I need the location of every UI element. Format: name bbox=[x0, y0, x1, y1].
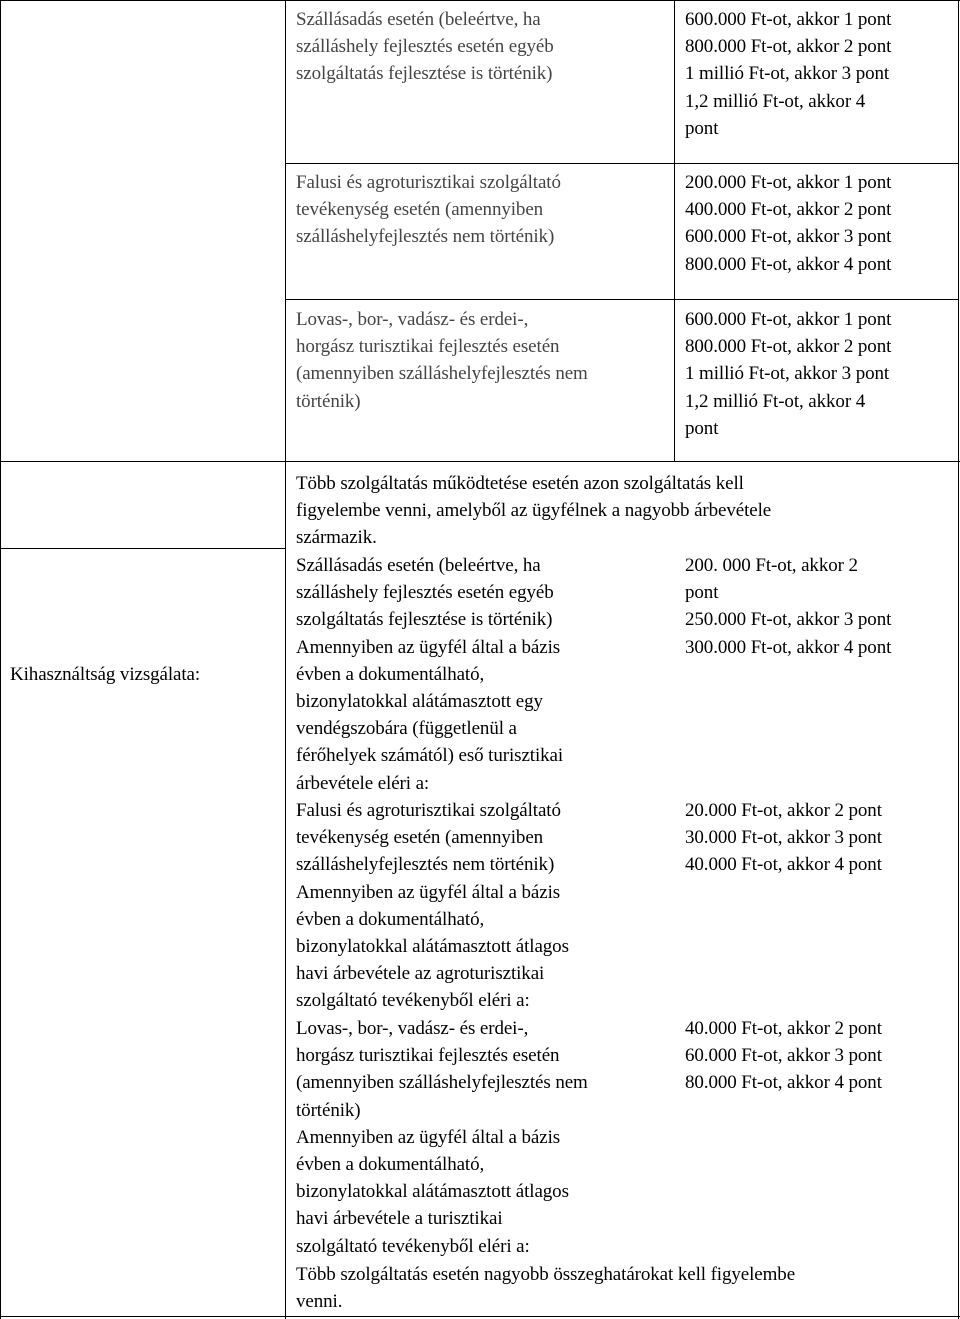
table-border-bottom bbox=[0, 1316, 960, 1317]
text-line: szolgáltatás fejlesztése is történik) bbox=[296, 609, 553, 631]
text-line: pont bbox=[685, 582, 719, 604]
text-line: Szállásadás esetén (beleértve, ha bbox=[296, 9, 541, 30]
text-line: szálláshely fejlesztés esetén egyéb bbox=[296, 36, 554, 58]
text-line: Amennyiben az ügyfél által a bázis bbox=[296, 1126, 561, 1148]
text-line: 40.000 Ft-ot, akkor 2 pont bbox=[685, 1018, 882, 1039]
utilization-footer bbox=[296, 1261, 795, 1315]
utilization-label bbox=[10, 661, 200, 688]
utilization-accommodation-points bbox=[685, 552, 891, 661]
text-line: 20.000 Ft-ot, akkor 2 pont bbox=[685, 800, 882, 821]
text-line: bizonylatokkal alátámasztott átlagos bbox=[296, 936, 569, 958]
text-line: 250.000 Ft-ot, akkor 3 pont bbox=[685, 609, 892, 631]
table-border-left bbox=[0, 0, 1, 1319]
table-border-right bbox=[958, 0, 959, 1319]
text-line: szálláshely fejlesztés esetén egyéb bbox=[296, 582, 554, 604]
text-line: szolgáltató tevékenyből eléri a: bbox=[296, 990, 530, 1012]
text-line: 60.000 Ft-ot, akkor 3 pont bbox=[685, 1045, 882, 1067]
text-line: bizonylatokkal alátámasztott átlagos bbox=[296, 1181, 569, 1203]
text-line: Kihasználtság vizsgálata: bbox=[10, 664, 201, 685]
text-line: történik) bbox=[296, 1099, 361, 1121]
text-line: szolgáltató tevékenyből eléri a: bbox=[296, 1235, 530, 1257]
text-line: szálláshelyfejlesztés nem történik) bbox=[296, 854, 555, 876]
label-cell-top-rule bbox=[0, 548, 286, 549]
category-equestrian-wine-hunting bbox=[296, 306, 588, 415]
utilization-intro bbox=[296, 470, 771, 552]
text-line: figyelembe venni, amelyből az ügyfélnek a nagyobb árbevétele bbox=[296, 500, 772, 522]
text-line: 200.000 Ft-ot, akkor 1 pont bbox=[685, 172, 892, 193]
text-line: 200. 000 Ft-ot, akkor 2 bbox=[685, 555, 858, 576]
text-line: horgász turisztikai fejlesztés esetén bbox=[296, 1045, 560, 1067]
table-border-top bbox=[0, 0, 960, 1]
text-line: horgász turisztikai fejlesztés esetén bbox=[296, 336, 560, 358]
text-line: bizonylatokkal alátámasztott egy bbox=[296, 691, 543, 713]
text-line: 600.000 Ft-ot, akkor 3 pont bbox=[685, 226, 892, 248]
text-line: származik. bbox=[296, 527, 377, 549]
points-equestrian-wine-hunting bbox=[685, 306, 891, 442]
row-divider-1 bbox=[285, 163, 959, 164]
text-line: (amennyiben szálláshelyfejlesztés nem bbox=[296, 1072, 588, 1094]
text-line: 40.000 Ft-ot, akkor 4 pont bbox=[685, 854, 882, 876]
points-accommodation bbox=[685, 6, 891, 142]
text-line: 1,2 millió Ft-ot, akkor 4 bbox=[685, 90, 866, 112]
text-line: 30.000 Ft-ot, akkor 3 pont bbox=[685, 827, 882, 849]
text-line: Szállásadás esetén (beleértve, ha bbox=[296, 555, 541, 576]
text-line: Több szolgáltatás működtetése esetén azon szolgáltatás kell bbox=[296, 473, 744, 494]
text-line: havi árbevétele a turisztikai bbox=[296, 1208, 503, 1230]
text-line: 800.000 Ft-ot, akkor 4 pont bbox=[685, 253, 892, 275]
text-line: évben a dokumentálható, bbox=[296, 663, 485, 685]
text-line: 800.000 Ft-ot, akkor 2 pont bbox=[685, 336, 892, 358]
utilization-rural-text bbox=[296, 797, 569, 1015]
text-line: (amennyiben szálláshelyfejlesztés nem bbox=[296, 363, 588, 385]
text-line: évben a dokumentálható, bbox=[296, 908, 485, 930]
row-divider-2 bbox=[285, 299, 959, 300]
text-line: történik) bbox=[296, 390, 361, 412]
text-line: venni. bbox=[296, 1291, 343, 1313]
category-accommodation bbox=[296, 6, 554, 88]
text-line: Lovas-, bor-, vadász- és erdei-, bbox=[296, 1018, 529, 1039]
utilization-equestrian-points bbox=[685, 1015, 882, 1097]
text-line: Falusi és agroturisztikai szolgáltató bbox=[296, 172, 561, 193]
text-line: szálláshelyfejlesztés nem történik) bbox=[296, 226, 555, 248]
text-line: férőhelyek számától) eső turisztikai bbox=[296, 745, 564, 767]
text-line: 1,2 millió Ft-ot, akkor 4 bbox=[685, 390, 866, 412]
text-line: Amennyiben az ügyfél által a bázis bbox=[296, 881, 561, 903]
utilization-rural-points bbox=[685, 797, 882, 879]
text-line: Lovas-, bor-, vadász- és erdei-, bbox=[296, 309, 529, 330]
text-line: pont bbox=[685, 417, 719, 439]
category-rural-agrotourism bbox=[296, 169, 561, 251]
text-line: 600.000 Ft-ot, akkor 1 pont bbox=[685, 9, 892, 30]
text-line: 400.000 Ft-ot, akkor 2 pont bbox=[685, 199, 892, 221]
text-line: évben a dokumentálható, bbox=[296, 1154, 485, 1176]
utilization-accommodation-text bbox=[296, 552, 563, 797]
text-line: vendégszobára (függetlenül a bbox=[296, 718, 517, 740]
utilization-equestrian-text bbox=[296, 1015, 588, 1260]
text-line: Több szolgáltatás esetén nagyobb összeghatárokat kell figyelembe bbox=[296, 1264, 796, 1285]
text-line: 800.000 Ft-ot, akkor 2 pont bbox=[685, 36, 892, 58]
column-divider-points-top bbox=[674, 0, 675, 461]
text-line: 300.000 Ft-ot, akkor 4 pont bbox=[685, 636, 892, 658]
text-line: havi árbevétele az agroturisztikai bbox=[296, 963, 545, 985]
text-line: pont bbox=[685, 117, 719, 139]
text-line: 1 millió Ft-ot, akkor 3 pont bbox=[685, 63, 890, 85]
text-line: tevékenység esetén (amennyiben bbox=[296, 199, 544, 221]
text-line: Amennyiben az ügyfél által a bázis bbox=[296, 636, 561, 658]
text-line: 600.000 Ft-ot, akkor 1 pont bbox=[685, 309, 892, 330]
text-line: 80.000 Ft-ot, akkor 4 pont bbox=[685, 1072, 882, 1094]
section-divider bbox=[0, 461, 960, 462]
text-line: szolgáltatás fejlesztése is történik) bbox=[296, 63, 553, 85]
text-line: árbevétele eléri a: bbox=[296, 772, 430, 794]
text-line: 1 millió Ft-ot, akkor 3 pont bbox=[685, 363, 890, 385]
column-divider-label bbox=[285, 0, 286, 1319]
text-line: Falusi és agroturisztikai szolgáltató bbox=[296, 800, 561, 821]
points-rural-agrotourism bbox=[685, 169, 891, 278]
text-line: tevékenység esetén (amennyiben bbox=[296, 827, 544, 849]
